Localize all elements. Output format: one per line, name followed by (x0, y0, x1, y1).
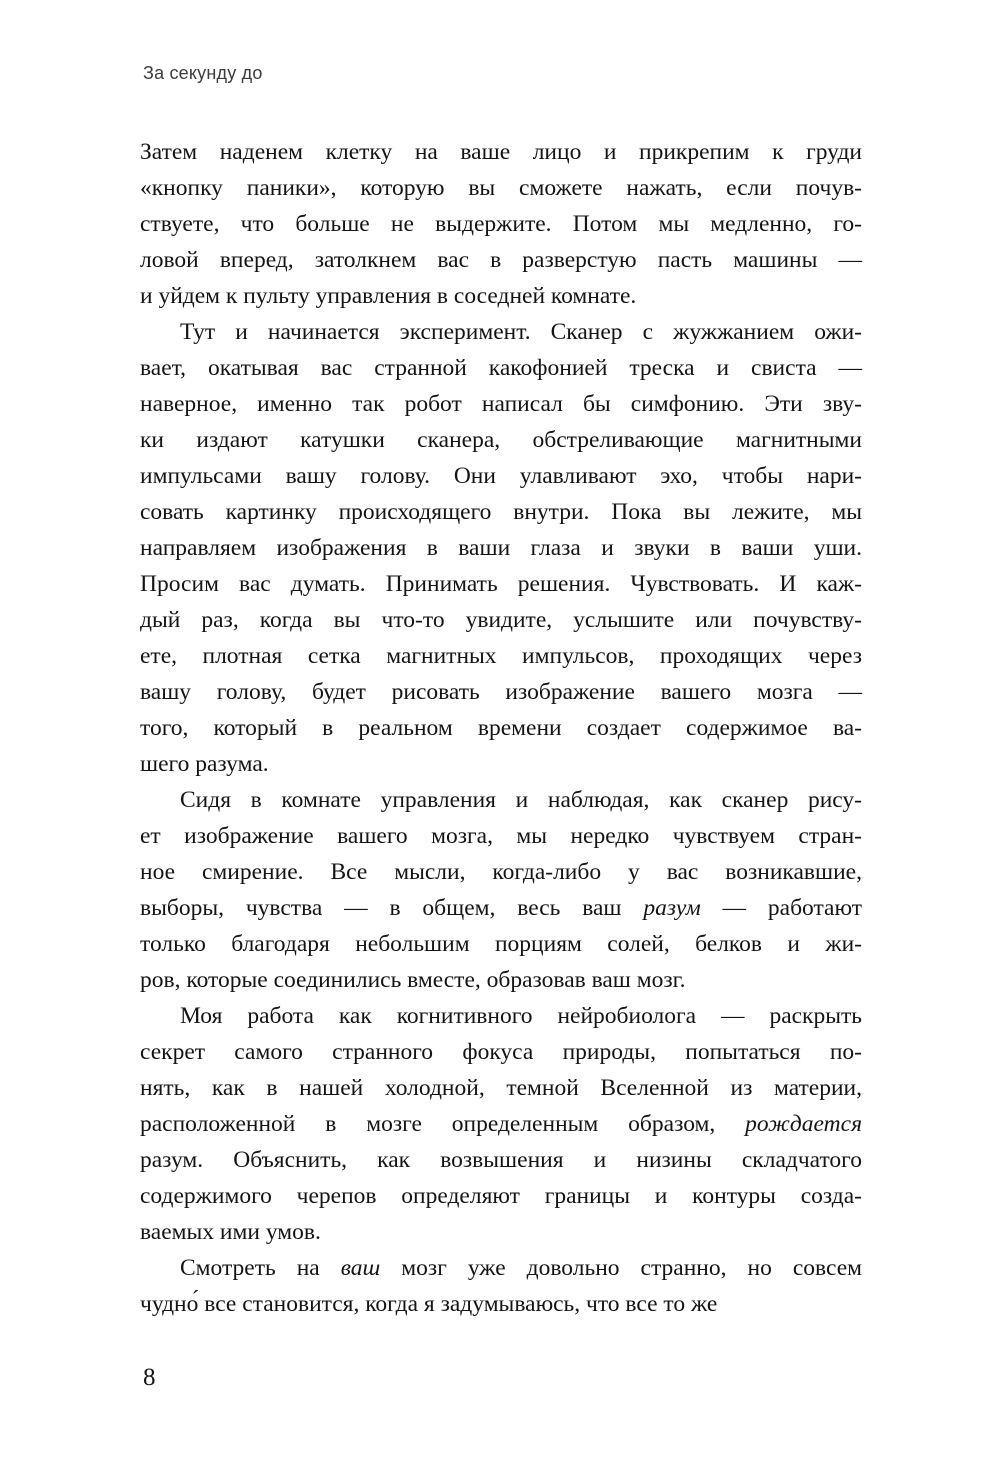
paragraph (140, 998, 862, 1250)
text-line: разум. Объяснить, как возвышения и низины складчатого (140, 1147, 862, 1173)
text-line: чудно́ все становится, когда я задумываюсь, что все то же (140, 1291, 718, 1317)
text-line: наверное, именно так робот написал бы симфонию. Эти зву- (140, 391, 862, 417)
text-line: направляем изображения в ваши глаза и звуки в ваши уши. (140, 535, 862, 561)
text-line: ваемых ими умов. (140, 1219, 321, 1245)
text-line: ете, плотная сетка магнитных импульсов, проходящих через (140, 643, 862, 669)
text-line: расположенной в мозге определенным образом, рождается (140, 1111, 862, 1137)
text-line: Просим вас думать. Принимать решения. Чувствовать. И каж- (140, 571, 862, 597)
text-line: Сидя в комнате управления и наблюдая, как сканер рису- (180, 787, 862, 813)
text-line: нять, как в нашей холодной, темной Вселенной из материи, (140, 1075, 862, 1101)
text-line: секрет самого странного фокуса природы, попытаться по- (140, 1039, 862, 1065)
text-line: выборы, чувства — в общем, весь ваш разум — работают (140, 895, 862, 921)
running-header: За секунду до (143, 63, 263, 83)
text-line: Затем наденем клетку на ваше лицо и прикрепим к груди (140, 139, 862, 165)
text-line: только благодаря небольшим порциям солей, белков и жи- (140, 931, 862, 957)
text-line: ловой вперед, затолкнем вас в разверстую пасть машины — (140, 247, 862, 273)
text-line: вашу голову, будет рисовать изображение вашего мозга — (140, 679, 862, 705)
text-line: того, который в реальном времени создает содержимое ва- (140, 715, 862, 741)
text-line: дый раз, когда вы что-то увидите, услышите или почувству- (140, 607, 862, 633)
text-line: импульсами вашу голову. Они улавливают эхо, чтобы нари- (140, 463, 862, 489)
text-line: «кнопку паники», которую вы сможете нажать, если почув- (140, 175, 862, 201)
paragraph (140, 1250, 862, 1322)
text-line: и уйдем к пульту управления в соседней комнате. (140, 283, 637, 309)
page-number: 8 (143, 1364, 156, 1391)
text-line: шего разума. (140, 751, 269, 777)
paragraph (140, 314, 862, 782)
text-line: ров, которые соединились вместе, образовав ваш мозг. (140, 967, 686, 993)
text-line: Моя работа как когнитивного нейробиолога — раскрыть (180, 1003, 862, 1029)
text-line: Смотреть на ваш мозг уже довольно странно, но совсем (180, 1255, 862, 1281)
text-line: ки издают катушки сканера, обстреливающие магнитными (140, 427, 862, 453)
paragraph (140, 782, 862, 998)
text-block (140, 134, 862, 1322)
text-line: вает, окатывая вас странной какофонией треска и свиста — (140, 355, 862, 381)
text-line: Тут и начинается эксперимент. Сканер с жужжанием ожи- (180, 319, 862, 345)
text-line: совать картинку происходящего внутри. Пока вы лежите, мы (140, 499, 862, 525)
paragraph (140, 134, 862, 314)
text-line: ное смирение. Все мысли, когда-либо у вас возникавшие, (140, 859, 862, 885)
text-line: ствуете, что больше не выдержите. Потом мы медленно, го- (140, 211, 862, 237)
text-line: ет изображение вашего мозга, мы нередко чувствуем стран- (140, 823, 862, 849)
text-line: содержимого черепов определяют границы и контуры созда- (140, 1183, 862, 1209)
